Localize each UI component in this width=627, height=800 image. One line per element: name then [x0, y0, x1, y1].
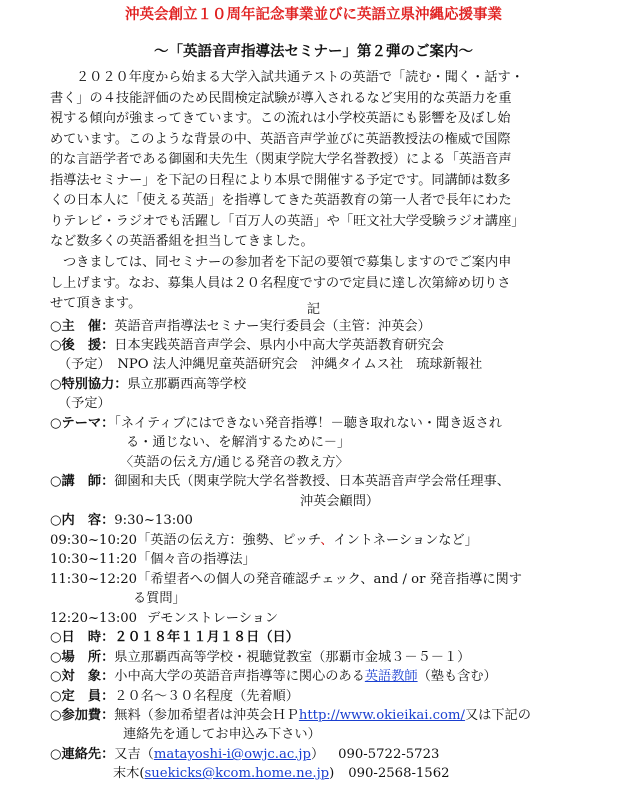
call-line: つきましては、同セミナーの参加者を下記の要領で募集しますのでご案内申 — [63, 255, 512, 270]
contact-close: ） — [310, 747, 325, 762]
special-row — [50, 376, 246, 394]
date-row — [50, 629, 299, 647]
intro-line: 書く」の４技能評価のため民間検定試験が導入されるなど実用的な英語力を重 — [50, 90, 512, 106]
theme-line-3: 〈英語の伝え方/通じる発音の教え方〉 — [120, 455, 349, 470]
organizer-label: ○主 催： — [50, 319, 115, 334]
schedule-text: 「英語の伝え方：強勢、ピッチ — [137, 533, 321, 548]
schedule-text: 「個々音の指導法」 — [137, 552, 256, 567]
schedule-item-3-cont: る質問」 — [133, 591, 186, 606]
lecturer-label: ○講 師： — [50, 474, 115, 489]
intro-line: くの日本人に「使える英語」を指導してきた英語教育の第一人者で長年にわた — [50, 193, 512, 208]
document-title: 沖英会創立１０周年記念事業並びに英語立県沖縄応援事業 — [125, 7, 502, 23]
schedule-time: 09:30~10:20 — [50, 533, 138, 548]
intro-paragraph — [50, 68, 580, 253]
content-label: ○内 容： — [50, 513, 115, 528]
schedule-time: 11:30~12:20 — [50, 572, 138, 587]
document-subtitle: 〜「英語音声指導法セミナー」第２弾のご案内〜 — [154, 44, 473, 60]
target-value: 小中高大学の英語音声指導等に関心のある — [114, 669, 365, 684]
intro-line: 的な言語学者である御園和夫先生（関東学院大学名誉教授）による「英語音声 — [50, 152, 512, 167]
ki-heading: 記 — [306, 302, 321, 317]
contact-email-link[interactable]: suekicks@kcom.home.ne.jp — [144, 766, 330, 781]
theme-row — [50, 415, 502, 433]
support-value: 日本実践英語音声学会、県内小中高大学英語教育研究会 — [114, 338, 444, 353]
contact-email-link[interactable]: matayoshi-i@owjc.ac.jp — [153, 747, 311, 762]
organizer-value: 英語音声指導法セミナー実行委員会（主管：沖英会） — [114, 319, 431, 334]
theme-line-2: る・通じない、を解消するために－」 — [126, 435, 351, 450]
intro-line: など数多くの英語番組を担当してきました。 — [50, 234, 314, 249]
theme-line-1: 「ネイティブにはできない発音指導！－聴き取れない・聞き返され — [114, 416, 502, 431]
contact-close: ) — [329, 766, 335, 781]
contact-name: 末木( — [113, 766, 145, 781]
lecturer-row — [50, 473, 510, 491]
support-planned: （予定） NPO 法人沖縄児童英語研究会 沖縄タイムス社 琉球新報社 — [58, 357, 483, 372]
schedule-item-3 — [50, 571, 522, 589]
intro-line: 視する傾向が強まってきています。この流れは小学校英語にも影響を及ぼし始 — [50, 111, 511, 126]
intro-line: めています。このような背景の中、英語音声学並びに英語教授法の権威で国際 — [50, 131, 511, 147]
call-line: し上げます。なお、募集人員は２０名程度ですので定員に達し次第締め切りさ — [50, 275, 511, 291]
content-row — [50, 512, 193, 530]
target-value-suffix: （塾も含む） — [417, 669, 497, 684]
contact-row-1 — [50, 746, 439, 764]
fee-line-2: 連絡先を通してお申込み下さい） — [123, 727, 321, 742]
intro-line: りテレビ・ラジオでも活躍し「百万人の英語」や「旺文社大学受験ラジオ講座」 — [50, 213, 525, 229]
capacity-label: ○定 員： — [50, 689, 115, 704]
lecturer-line-1: 御園和夫氏（関東学院大学名誉教授、日本英語音声学会常任理事、 — [114, 474, 510, 489]
fee-value-suffix: 又は下記の — [464, 708, 531, 723]
okieikai-website-link[interactable]: http://www.okieikai.com/ — [298, 708, 465, 723]
schedule-text: デモンストレーション — [147, 611, 279, 626]
capacity-value: ２０名～３０名程度（先着順） — [114, 689, 299, 704]
date-label: ○日 時： — [50, 630, 115, 645]
schedule-item-2 — [50, 551, 256, 569]
intro-line: 指導法セミナー」を下記の日程により本県で開催する予定です。同講師は数多 — [50, 172, 511, 188]
target-row — [50, 668, 497, 686]
date-value: ２０１８年１１月１８日（日） — [114, 630, 299, 645]
contact-name: 又吉（ — [114, 747, 154, 762]
fee-row — [50, 707, 531, 725]
contact-label: ○連絡先： — [50, 747, 115, 762]
schedule-text: イントネーションなど」 — [333, 533, 478, 548]
special-value: 県立那覇西高等学校 — [127, 377, 247, 392]
place-value: 県立那覇西高等学校・視聴覚教室（那覇市金城３－５－１） — [114, 650, 471, 665]
organizer-row — [50, 318, 431, 336]
schedule-item-4 — [50, 610, 278, 628]
support-row — [50, 337, 444, 355]
target-label: ○対 象： — [50, 669, 115, 684]
schedule-text: 「希望者への個人の発音確認チェック、and / or 発音指導に関す — [137, 572, 522, 587]
capacity-row — [50, 688, 299, 706]
place-label: ○場 所： — [50, 650, 115, 665]
fee-label: ○参加費： — [50, 708, 115, 723]
intro-line: ２０２０年度から始まる大学入試共通テストの英語で「読む・聞く・話す・ — [76, 70, 524, 85]
call-line: せて頂きます。 — [50, 296, 142, 311]
content-value: 9:30~13:00 — [114, 513, 193, 528]
place-row — [50, 649, 470, 667]
special-label: ○特別協力： — [50, 377, 128, 392]
schedule-item-1 — [50, 532, 478, 550]
lecturer-line-2: 沖英会顧問） — [300, 494, 380, 509]
fee-value: 無料（参加希望者は沖英会ＨＰ — [114, 708, 299, 723]
contact-phone: 090-2568-1562 — [348, 766, 450, 781]
special-planned: （予定） — [58, 396, 111, 411]
schedule-time: 10:30~11:20 — [50, 552, 138, 567]
theme-label: ○テーマ： — [50, 416, 115, 431]
contact-row-2 — [113, 765, 449, 783]
support-label: ○後 援： — [50, 338, 115, 353]
contact-phone: 090-5722-5723 — [338, 747, 440, 762]
schedule-red-comma: 、 — [320, 533, 334, 548]
schedule-time: 12:20~13:00 — [50, 611, 138, 626]
english-teacher-link[interactable]: 英語教師 — [364, 669, 418, 684]
